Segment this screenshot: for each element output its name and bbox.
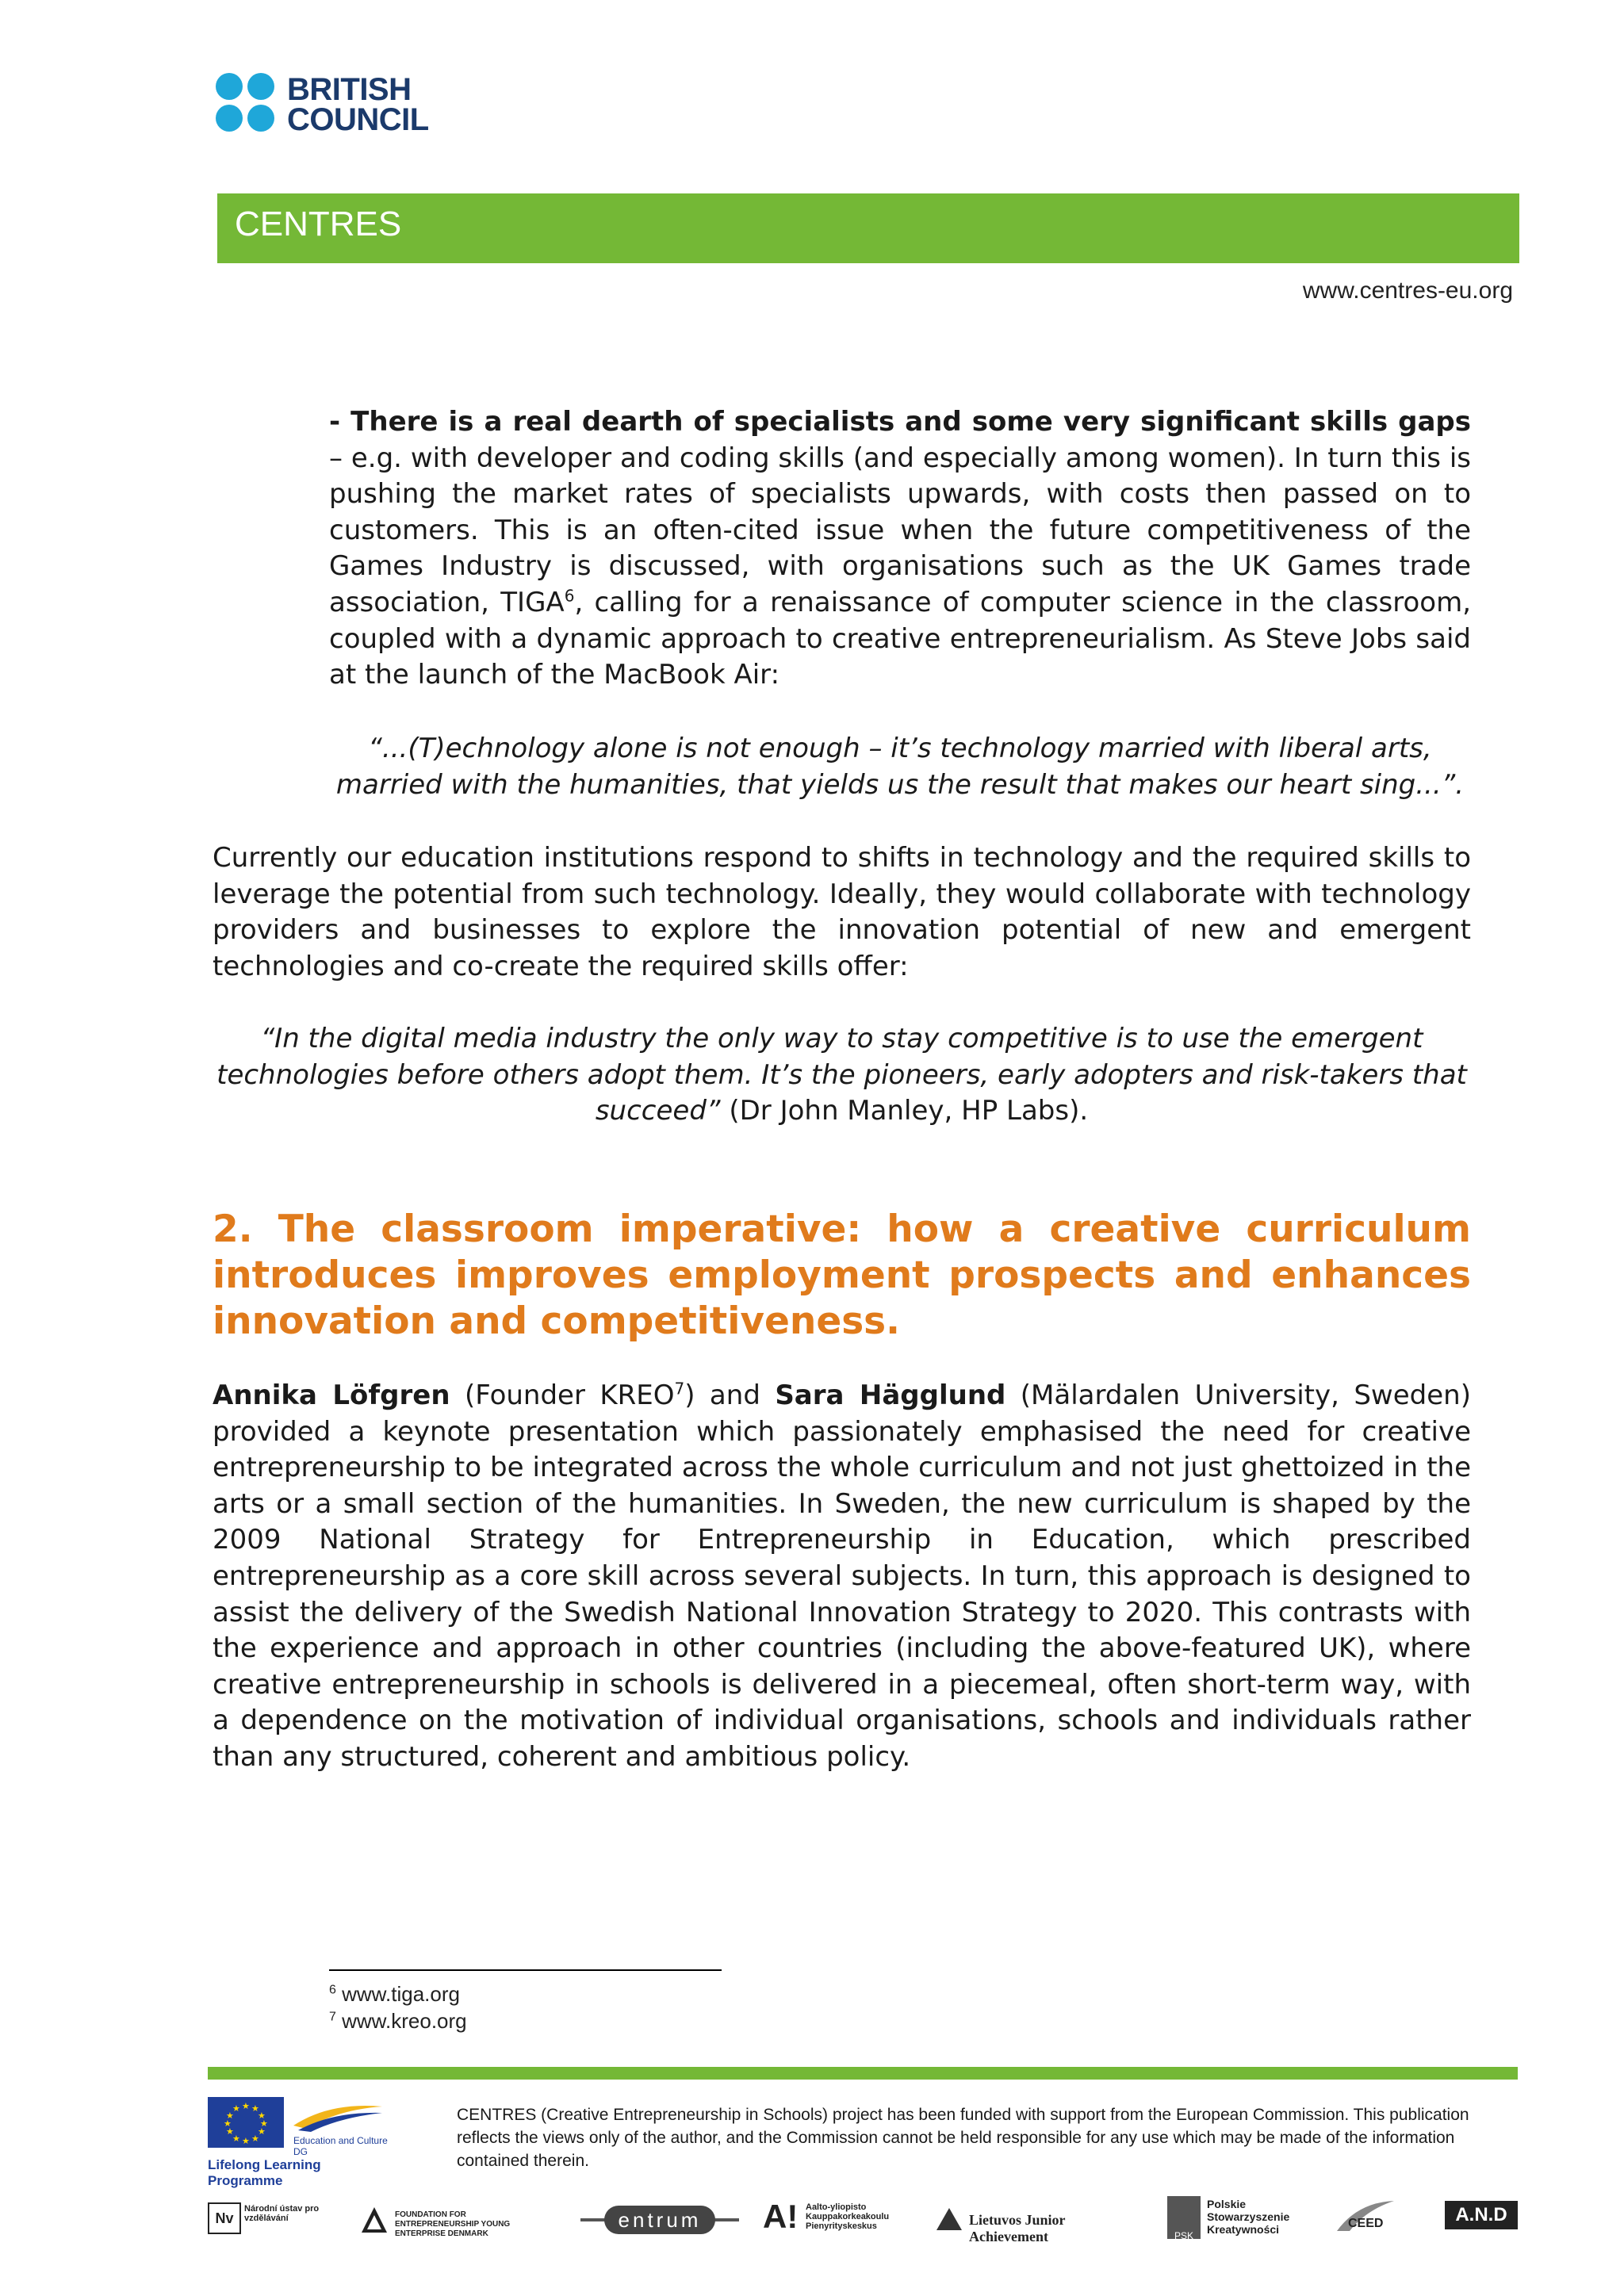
footnote-ref-7: 7 bbox=[674, 1379, 685, 1399]
footnote-number: 7 bbox=[329, 2010, 336, 2024]
quote-attribution: (Dr John Manley, HP Labs). bbox=[720, 1095, 1089, 1127]
footnote-rule bbox=[329, 1969, 722, 1971]
lja-triangle-icon bbox=[936, 2207, 963, 2231]
header-band bbox=[217, 193, 1519, 263]
header-title: CENTRES bbox=[235, 205, 402, 243]
quote-text: “In the digital media industry the only way to stay competitive is to use the emergent technologies before others adopt them. It’s the pioneers, early adopters and risk-takers that succeed” bbox=[216, 1023, 1467, 1127]
footnote-link[interactable]: www.tiga.org bbox=[335, 1982, 460, 2006]
footnote-number: 6 bbox=[329, 1983, 336, 1997]
british-council-logo bbox=[216, 70, 454, 141]
partner-and-logo: A.N.D bbox=[1445, 2201, 1518, 2229]
ffe-triangle-icon bbox=[360, 2206, 389, 2234]
paragraph-keynote bbox=[213, 1378, 1471, 1776]
partner-niv-name: Národní ústav pro vzdělávání bbox=[244, 2204, 320, 2223]
partner-ceed-name: CEED bbox=[1348, 2217, 1384, 2230]
text-run: , calling for a renaissance of computer science in the classroom, coupled with a dynamic approach to creative entrepreneurialism. As Steve Jobs said at the launch of the MacBook Air: bbox=[329, 586, 1471, 691]
quote-john-manley bbox=[213, 1021, 1471, 1130]
person-name-1: Annika Löfgren bbox=[213, 1380, 450, 1411]
funding-disclaimer: CENTRES (Creative Entrepreneurship in Schools) project has been funded with support from the European Commission. This publication reflects the views only of the author, and the Commission cannot be held responsible for any use which may be made of the information contained therein. bbox=[457, 2106, 1469, 2170]
niv-mark-icon: Nv bbox=[208, 2202, 241, 2234]
text-run: (Founder KREO bbox=[450, 1380, 675, 1411]
eac-label: Education and Culture DG bbox=[293, 2135, 388, 2157]
llp-label: Lifelong Learning Programme bbox=[208, 2157, 321, 2188]
partner-ffe-name: FOUNDATION FOR ENTREPRENEURSHIP YOUNG ENTERPRISE DENMARK bbox=[395, 2210, 511, 2238]
logo-dots-icon bbox=[216, 73, 279, 136]
eu-llp-logo bbox=[208, 2097, 390, 2188]
footnote-ref-6: 6 bbox=[564, 586, 575, 606]
site-url: www.centres-eu.org bbox=[1302, 277, 1513, 304]
partner-entrum-name: entrum bbox=[604, 2206, 715, 2234]
psk-mark-icon: PSK bbox=[1167, 2196, 1201, 2239]
partner-entrum-logo bbox=[580, 2206, 739, 2234]
eac-swoosh-icon bbox=[290, 2099, 385, 2133]
footnote-link[interactable]: www.kreo.org bbox=[335, 2009, 467, 2033]
logo-word-1: BRITISH bbox=[287, 72, 412, 107]
text-run: (Mälardalen University, Sweden) provided a keynote presentation which passionately emphasised the need for creative entrepreneurship to be integrated across the whole curriculum and not just ghettoized in the arts or a small section of the humanities. In Sweden, the new curriculum is shaped by the 2009 National Strategy for Entrepreneurship in Education, which prescribed entrepreneurship as a core skill across several subjects. In turn, this approach is designed to assist the delivery of the Swedish National Innovation Strategy to 2020. This contrasts with the experience and approach in other countries (including the above-featured UK), where creative entrepreneurship in schools is delivered in a piecemeal, often short-term way, with a dependence on the motivation of individual organisations, schools and individuals rather than any structured, coherent and ambitious policy. bbox=[213, 1380, 1471, 1773]
partner-logos bbox=[208, 2196, 1518, 2252]
paragraph-skills-gaps bbox=[329, 404, 1471, 694]
footer-bar bbox=[208, 2067, 1518, 2080]
partner-lja-name: Lietuvos Junior Achievement bbox=[969, 2212, 1066, 2244]
partner-aalto-name: Aalto-yliopisto Kauppakorkeakoulu Pienyrityskeskus bbox=[806, 2202, 890, 2231]
text-run: – e.g. with developer and coding skills (and especially among women). In turn this is pushing the market rates of specialists upwards, with costs then passed on to customers. This is an often-cited issue when the future competitiveness of the Games Industry is discussed, with organisations such as the UK Games trade association, TIGA bbox=[329, 442, 1471, 618]
eu-flag-icon: ★ ★ ★ ★ ★ ★ ★ ★ ★ ★ ★ ★ bbox=[208, 2097, 284, 2148]
partner-psk-name: Polskie Stowarzyszenie Kreatywności bbox=[1207, 2198, 1290, 2236]
aalto-mark-icon: A! bbox=[763, 2198, 799, 2235]
paragraph-education-institutions: Currently our education institutions respond to shifts in technology and the required skills to leverage the potential from such technology. Ideally, they would collaborate with technology providers and businesses to explore the innovation potential of new and emergent technologies and co-create the required skills offer: bbox=[213, 842, 1471, 982]
section-heading-2: 2. The classroom imperative: how a creative curriculum introduces improves employment prospects and enhances innovation and competitiveness. bbox=[213, 1207, 1471, 1343]
logo-word-2: COUNCIL bbox=[287, 102, 429, 137]
person-name-2: Sara Hägglund bbox=[775, 1380, 1006, 1411]
footnote-7 bbox=[329, 2007, 467, 2034]
quote-steve-jobs: “...(T)echnology alone is not enough – it’s technology married with liberal arts, married with the humanities, that yields us the result that makes our heart sing...”. bbox=[335, 733, 1465, 801]
footnote-6 bbox=[329, 1980, 460, 2007]
bold-lead: - There is a real dearth of specialists and some very significant skills gaps bbox=[329, 406, 1471, 438]
text-run: ) and bbox=[684, 1380, 776, 1411]
